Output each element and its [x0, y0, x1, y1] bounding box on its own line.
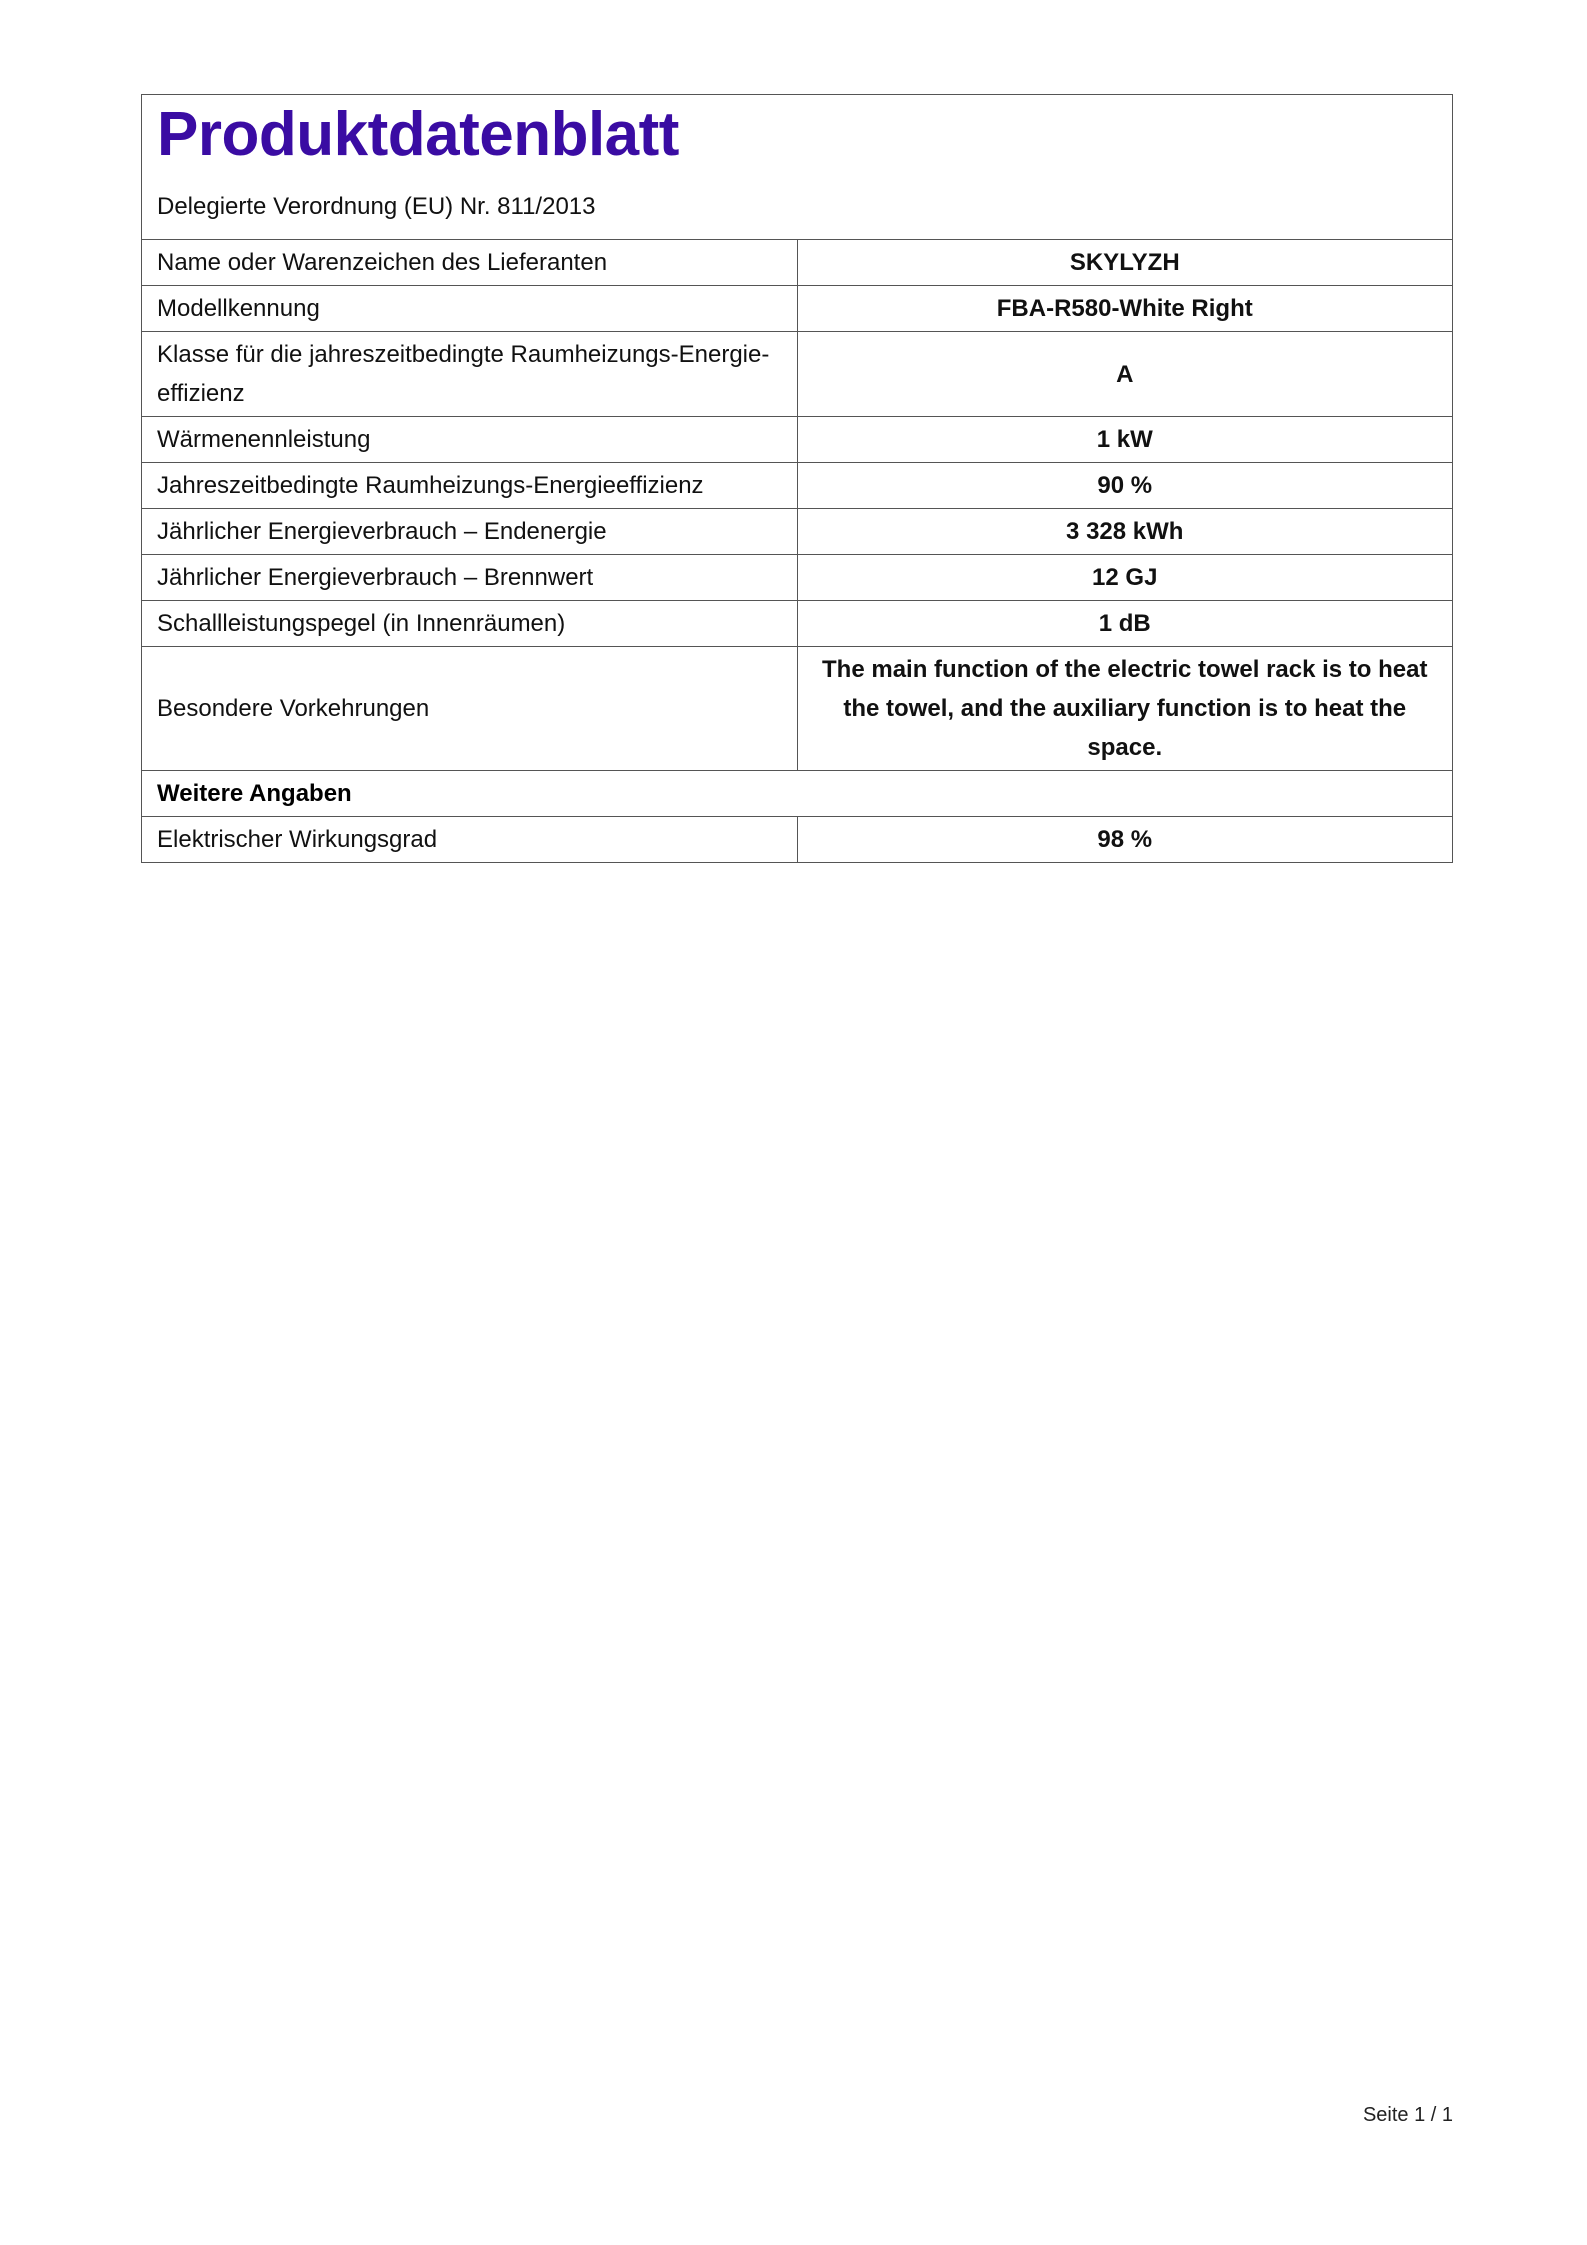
- page-number: Seite 1 / 1: [1362, 2104, 1453, 2126]
- row-value: 1 dB: [797, 601, 1452, 647]
- table-row: [142, 601, 1452, 647]
- row-label: Jährlicher Energieverbrauch – Endenergie: [142, 509, 797, 555]
- data-table: [142, 240, 1452, 862]
- section-heading: Weitere Angaben: [142, 771, 1452, 817]
- product-data-sheet: [141, 94, 1453, 863]
- row-value: A: [797, 332, 1452, 417]
- row-label: Elektrischer Wirkungsgrad: [142, 817, 797, 863]
- row-label: Klasse für die jahreszeitbedingte Raumheizungs-Energie-effizienz: [142, 332, 797, 417]
- page-title: Produktdatenblatt: [157, 100, 679, 169]
- table-row: [142, 332, 1452, 417]
- row-value: 12 GJ: [797, 555, 1452, 601]
- row-label: Jährlicher Energieverbrauch – Brennwert: [142, 555, 797, 601]
- table-row: [142, 509, 1452, 555]
- row-label: Schallleistungspegel (in Innenräumen): [142, 601, 797, 647]
- table-row: [142, 240, 1452, 286]
- table-row: [142, 417, 1452, 463]
- row-value: FBA-R580-White Right: [797, 286, 1452, 332]
- section-heading-row: [142, 771, 1452, 817]
- row-value: The main function of the electric towel rack is to heat the towel, and the auxiliary function is to heat the space.: [797, 647, 1452, 771]
- row-value: 3 328 kWh: [797, 509, 1452, 555]
- table-row: [142, 286, 1452, 332]
- table-row: [142, 555, 1452, 601]
- sheet-header: [142, 95, 1452, 240]
- row-value: 90 %: [797, 463, 1452, 509]
- row-value: 1 kW: [797, 417, 1452, 463]
- row-label: Besondere Vorkehrungen: [142, 647, 797, 771]
- row-label: Name oder Warenzeichen des Lieferanten: [142, 240, 797, 286]
- row-value: 98 %: [797, 817, 1452, 863]
- row-label: Jahreszeitbedingte Raumheizungs-Energieeffizienz: [142, 463, 797, 509]
- table-row: [142, 817, 1452, 863]
- row-label: Wärmenennleistung: [142, 417, 797, 463]
- regulation-reference: Delegierte Verordnung (EU) Nr. 811/2013: [157, 193, 596, 220]
- table-row: [142, 463, 1452, 509]
- table-row: [142, 647, 1452, 771]
- row-value: SKYLYZH: [1069, 249, 1180, 276]
- row-label: Modellkennung: [142, 286, 797, 332]
